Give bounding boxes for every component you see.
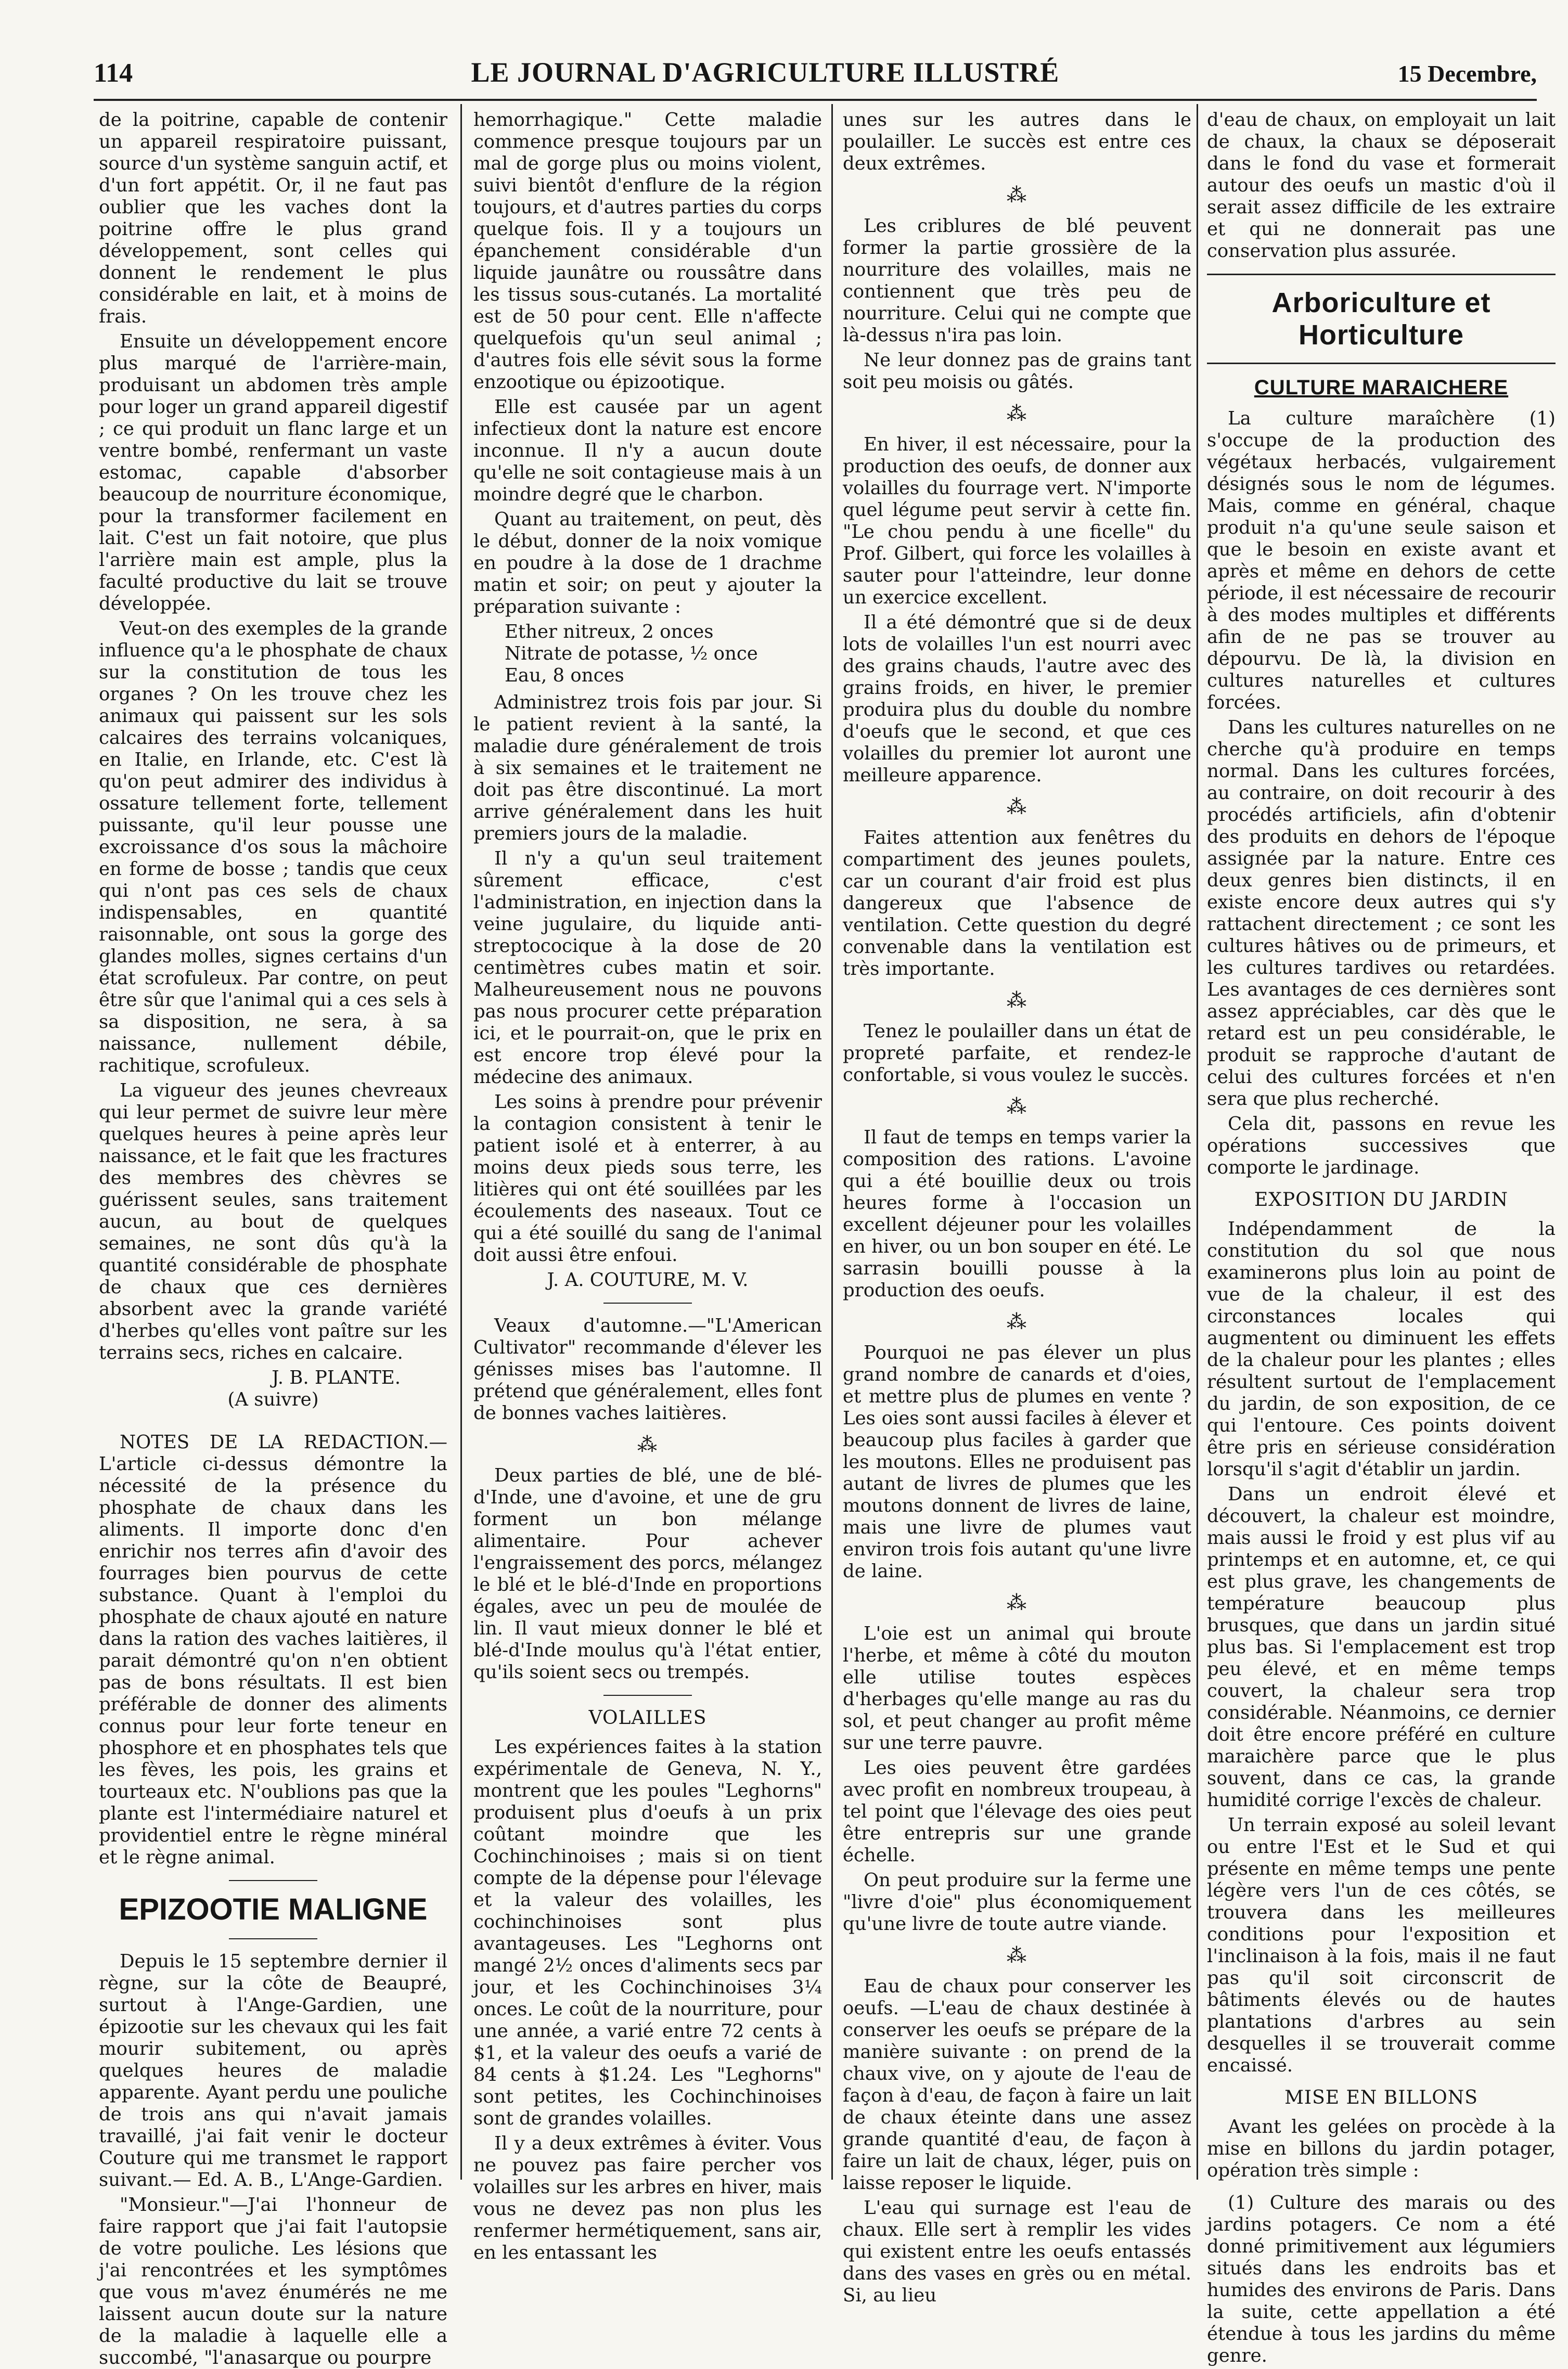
author-signature: J. B. PLANTE.: [272, 1367, 401, 1388]
paragraph: Dans les cultures naturelles on ne cherche qu'à produire en temps normal. Dans les cultures forcées, au contraire, on doit recourir à des procédés artificiels, afin d'obtenir des produits en dehors de l'époque assignée par la nature. Entre ces deux genres bien distincts, il en existe encore deux autres qui s'y rattachent directement ; ce sont les cultures hâtives ou de primeurs, et les cultures tardives ou retardées. Les avantages de ces dernières sont assez appréciables, car dès que le retard est un peu considérable, le produit se rapproche d'autant de celui des cultures forcées et n'en sera que plus recherché.: [1207, 717, 1556, 1110]
asterism-icon: ⁂: [1007, 795, 1027, 818]
paragraph: Faites attention aux fenêtres du compartiment des jeunes poulets, car un courant d'air froid est plus dangereux que l'absence de ventilation. Cette question du degré convenable dans la ventilation est très importante.: [843, 827, 1191, 980]
paragraph: La vigueur des jeunes chevreaux qui leur permet de suivre leur mère quelques heures à peine après leur naissance, et le fait que les fractures des membres des chèvres se guérissent seules, sans traitement aucun, au bout de quelques semaines, ne sont dûs qu'à la quantité considérable de phosphate de chaux que ces dernières absorbent avec la grande variété d'herbes qu'elles vont paître sur les terrains secs, riches en calcaire.: [99, 1080, 447, 1363]
paragraph: Avant les gelées on procède à la mise en billons du jardin potager, opération très simple :: [1207, 2116, 1556, 2181]
separator: [1207, 274, 1556, 275]
recipe-item: Nitrate de potasse, ½ once: [505, 643, 758, 664]
column-2: [473, 109, 822, 2263]
paragraph: Il a été démontré que si de deux lots de volailles l'un est nourri avec des grains chauds, l'autre avec des grains froids, en hiver, le premier produira plus du double du nombre d'oeufs que le second, et que ces volailles du premier lot auront une meilleure apparence.: [843, 612, 1191, 786]
section-title: VOLAILLES: [588, 1707, 707, 1729]
paragraph: Administrez trois fois par jour. Si le patient revient à la santé, la maladie dure généralement de trois à six semaines et le traitement ne doit pas être discontinué. La mort arrive généralement dans les huit premiers jours de la maladie.: [473, 692, 822, 844]
paragraph: Cela dit, passons en revue les opérations successives que comporte le jardinage.: [1207, 1113, 1556, 1178]
paragraph: Deux parties de blé, une de blé-d'Inde, une d'avoine, et une de gru forment un bon mélange alimentaire. Pour achever l'engraissement des porcs, mélangez le blé et le blé-d'Inde en proportions égales, avec un peu de moulée de lin. Il vaut mieux donner le blé et blé-d'Inde moulus qu'à l'état entier, qu'ils soient secs ou trempés.: [473, 1465, 822, 1683]
paragraph: Pourquoi ne pas élever un plus grand nombre de canards et d'oies, et mettre plus de plumes en vente ? Les oies sont aussi faciles à élever et beaucoup plus faciles à garder que les moutons. Elles ne produisent pas autant de livres de plumes que les moutons donnent de livres de laine, mais une livre de plumes vaut environ trois fois autant qu'une livre de laine.: [843, 1342, 1191, 1582]
separator: [1207, 363, 1556, 364]
paragraph: Tenez le poulailler dans un état de propreté parfaite, et rendez-le confortable, si vous voulez le succès.: [843, 1021, 1191, 1086]
subheading: EXPOSITION DU JARDIN: [1254, 1189, 1508, 1211]
separator: [603, 1695, 692, 1696]
paragraph: On peut produire sur la ferme une "livre d'oie" plus économiquement qu'une livre de toute autre viande.: [843, 1870, 1191, 1935]
paragraph: hemorrhagique." Cette maladie commence presque toujours par un mal de gorge plus ou moins violent, suivi bientôt d'enflure de la région toujours, et d'autres parties du corps quelque fois. Il y a toujours un épanchement considérable d'un liquide jaunâtre ou roussâtre dans les tissus sous-cutanés. La mortalité est de 50 pour cent. Elle n'affecte quelquefois qu'un seul animal ; d'autres fois elle sévit sous la forme enzootique ou épizootique.: [473, 109, 822, 393]
paragraph: Veaux d'automne.—"L'American Cultivator" recommande d'élever les génisses mises bas l'automne. Il prétend que généralement, elles font de bonnes vaches laitières.: [473, 1315, 822, 1424]
paragraph: L'oie est un animal qui broute l'herbe, et même à côté du mouton elle utilise toutes espèces d'herbages qu'elle mange au ras du sol, et peut changer au profit même sur une terre pauvre.: [843, 1623, 1191, 1754]
page-number: 114: [94, 58, 133, 88]
article-title: EPIZOOTIE MALIGNE: [119, 1892, 428, 1926]
continued-note: (A suivre): [227, 1389, 319, 1410]
paragraph: En hiver, il est nécessaire, pour la production des oeufs, de donner aux volailles du fourrage vert. N'importe quel légume peut servir à cette fin. "Le chou pendu à une ficelle" du Prof. Gilbert, qui force les volailles à sauter pour l'atteindre, leur donne un exercice excellent.: [843, 434, 1191, 608]
header-rule: [94, 99, 1537, 101]
column-divider: [831, 104, 833, 2180]
paragraph: de la poitrine, capable de contenir un appareil respiratoire puissant, source d'un système sanguin actif, et d'un fort appétit. Or, il ne faut pas oublier que les vaches dont la poitrine offre le plus grand développement, sont celles qui donnent le rendement le plus considérable en lait, et à moins de frais.: [99, 109, 447, 327]
column-divider: [1197, 104, 1198, 2180]
paragraph: Les soins à prendre pour prévenir la contagion consistent à tenir le patient isolé et à enterrer, à au moins deux pieds sous terre, les litières qui ont été souillées par les écoulements des naseaux. Tout ce qui a été souillé du sang de l'animal doit aussi être enfoui.: [473, 1091, 822, 1266]
paragraph: L'eau qui surnage est l'eau de chaux. Elle sert à remplir les vides qui existent entre les oeufs entassés dans des vases en grès ou en métal. Si, au lieu: [843, 2197, 1191, 2306]
column-1: [99, 109, 447, 2368]
paragraph: La culture maraîchère (1) s'occupe de la production des végétaux herbacés, vulgairement désignés sous le nom de légumes. Mais, comme en général, chaque produit n'a qu'une seule saison et que le besoin en existe avant et après et même en dehors de cette période, il est nécessaire de recourir à des modes multiples et différents afin de ne pas se trouver au dépourvu. De là, la division en cultures naturelles et cultures forcées.: [1207, 408, 1556, 713]
asterism-icon: ⁂: [1007, 1591, 1027, 1614]
paragraph: unes sur les autres dans le poulailler. Le succès est entre ces deux extrêmes.: [843, 109, 1191, 174]
paragraph: Veut-on des exemples de la grande influence qu'a le phosphate de chaux sur la constitution de tous les organes ? On les trouve chez les animaux qui paissent sur les sols calcaires des terrains volcaniques, en Italie, en Irlande, etc. C'est là qu'on peut admirer des individus à ossature tellement forte, tellement puissante, qu'il leur pousse une excroissance d'os sous la mâchoire en forme de bosse ; tandis que ceux qui n'ont pas ces sels de chaux indispensables, en quantité raisonnable, ont sous la gorge des glandes molles, signes certains d'un état scrofuleux. Par contre, on peut être sûr que l'animal qui a ces sels à sa disposition, ne sera, à sa naissance, nullement débile, rachitique, scrofuleux.: [99, 618, 447, 1076]
paragraph: d'eau de chaux, on employait un lait de chaux, la chaux se déposerait dans le fond du vase et formerait autour des oeufs un mastic d'où il serait assez difficile de les extraire et qui ne donnerait pas une conservation plus assurée.: [1207, 109, 1556, 262]
asterism-icon: ⁂: [1007, 989, 1027, 1012]
asterism-icon: ⁂: [1007, 402, 1027, 425]
separator: [229, 1938, 317, 1939]
asterism-icon: ⁂: [1007, 1944, 1027, 1967]
paragraph: Eau de chaux pour conserver les oeufs. —L'eau de chaux destinée à conserver les oeufs se prépare de la manière suivante : on prend de la chaux vive, on y ajoute de l'eau de façon à d'eau, de façon à faire un lait de chaux éteinte dans une assez grande quantité d'eau, de façon à faire un lait de chaux, léger, puis on laisse reposer le liquide.: [843, 1976, 1191, 2194]
paragraph: Les criblures de blé peuvent former la partie grossière de la nourriture des volailles, mais ne contiennent que très peu de nourriture. Celui qui ne compte que là-dessus n'ira pas loin.: [843, 215, 1191, 346]
article-title: CULTURE MARAICHERE: [1254, 376, 1509, 399]
recipe-item: Eau, 8 onces: [505, 665, 624, 686]
recipe-item: Ether nitreux, 2 onces: [505, 621, 714, 642]
asterism-icon: ⁂: [637, 1433, 658, 1456]
paragraph: Ne leur donnez pas de grains tant soit peu moisis ou gâtés.: [843, 350, 1191, 393]
subheading: MISE EN BILLONS: [1284, 2087, 1478, 2108]
paragraph: Dans un endroit élevé et découvert, la chaleur est moindre, mais aussi le froid y est plus vif au printemps et en automne, et, ce qui est plus grave, les changements de température beaucoup plus brusques, que dans un jardin situé plus bas. Si l'emplacement est trop peu élevé, et en même temps couvert, la chaleur sera trop considérable. Néanmoins, ce dernier doit être encore préféré en culture maraichère parce que le plus souvent, dans ce cas, la grande humidité corrige l'excès de chaleur.: [1207, 1484, 1556, 1811]
paragraph: Les oies peuvent être gardées avec profit en nombreux troupeau, à tel point que l'élevage des oies peut être entrepris sur une grande échelle.: [843, 1757, 1191, 1866]
paragraph: Il n'y a qu'un seul traitement sûrement efficace, c'est l'administration, en injection dans la veine jugulaire, du liquide anti-streptococique à la dose de 20 centimètres cubes matin et soir. Malheureusement nous ne pouvons pas nous procurer cette préparation ici, et le pourrait-on, que le prix en est encore trop élevé pour la médecine des animaux.: [473, 848, 822, 1088]
paragraph: Il y a deux extrêmes à éviter. Vous ne pouvez pas faire percher vos volailles sur les arbres en hiver, mais vous ne devez pas non plus les renfermer hermétiquement, sans air, en les entassant les: [473, 2133, 822, 2263]
recipe-list: [505, 621, 822, 687]
author-signature: J. A. COUTURE, M. V.: [547, 1269, 749, 1291]
paragraph: Depuis le 15 septembre dernier il règne, sur la côte de Beaupré, surtout à l'Ange-Gardien, une épizootie sur les chevaux qui les fait mourir subitement, ou après quelques heures de maladie apparente. Ayant perdu une pouliche de trois ans qui n'avait jamais travaillé, j'ai fait venir le docteur Couture qui me transmet le rapport suivant.— Ed. A. B., L'Ange-Gardien.: [99, 1951, 447, 2191]
paragraph: Quant au traitement, on peut, dès le début, donner de la noix vomique en poudre à la dose de 1 drachme matin et soir; on peut y ajouter la préparation suivante :: [473, 509, 822, 617]
paragraph: Les expériences faites à la station expérimentale de Geneva, N. Y., montrent que les poules "Leghorns" produisent plus d'oeufs à un prix coûtant moindre que les Cochinchinoises ; mais si on tient compte de la dépense pour l'élevage et la valeur des volailles, les cochinchinoises sont plus avantageuses. Les "Leghorns ont mangé 2½ onces d'aliments secs par jour, et les Cochinchinoises 3¼ onces. Le coût de la nourriture, pour une année, a varié entre 72 cents à $1, et la valeur des oeufs a varié de 84 cents à $1.24. Les "Leghorns" sont petites, les Cochinchinoises sont de grandes volailles.: [473, 1736, 822, 2129]
column-3: [843, 109, 1191, 2306]
journal-title: LE JOURNAL D'AGRICULTURE ILLUSTRÉ: [471, 57, 1060, 88]
paragraph: "Monsieur."—J'ai l'honneur de faire rapport que j'ai fait l'autopsie de votre pouliche. Les lésions que j'ai rencontrées et les symptômes que vous m'avez énumérés ne me laissent aucun doute sur la nature de la maladie à laquelle elle a succombé, "l'anasarque ou pourpre: [99, 2194, 447, 2368]
asterism-icon: ⁂: [1007, 184, 1027, 207]
column-4: [1207, 109, 1556, 2366]
issue-date: 15 Decembre,: [1397, 60, 1537, 87]
column-divider: [460, 104, 462, 2180]
paragraph: Indépendamment de la constitution du sol que nous examinerons plus loin au point de vue de la chaleur, il est des circonstances locales qui augmentent ou diminuent les effets de la chaleur pour les plantes ; elles résultent surtout de l'emplacement du jardin, de son exposition, de ce qui l'entoure. Ces points doivent être pris en sérieuse considération lorsqu'il s'agit d'établir un jardin.: [1207, 1218, 1556, 1480]
asterism-icon: ⁂: [1007, 1310, 1027, 1333]
paragraph: Ensuite un développement encore plus marqué de l'arrière-main, produisant un abdomen très ample pour loger un grand appareil digestif ; ce qui produit un flanc large et un ventre bombé, renfermant un vaste estomac, capable d'absorber beaucoup de nourriture économique, pour la transformer facilement en lait. C'est un fait notoire, que plus l'arrière main est ample, plus la faculté productive du lait se trouve développée.: [99, 331, 447, 614]
paragraph: Il faut de temps en temps varier la composition des rations. L'avoine qui a été bouillie deux ou trois heures forme à l'occasion un excellent déjeuner pour les volailles en hiver, ou un bon souper en été. Le sarrasin bouilli pousse à la production des oeufs.: [843, 1127, 1191, 1301]
separator: [229, 1880, 317, 1881]
page-header: [94, 56, 1537, 98]
paragraph: Un terrain exposé au soleil levant ou entre l'Est et le Sud et qui présente en même temps une pente légère vers l'un de ces côtés, se trouvera dans les meilleures conditions pour l'exposition et l'inclinaison à la fois, mais il ne faut pas qu'il soit circonscrit de bâtiments élevés ou de hautes plantations d'arbres au sein desquelles il se trouverait comme encaissé.: [1207, 1814, 1556, 2076]
paragraph: Elle est causée par un agent infectieux dont la nature est encore inconnue. Il n'y a aucun doute qu'elle ne soit contagieuse mais à un moindre degré que le charbon.: [473, 396, 822, 505]
asterism-icon: ⁂: [1007, 1095, 1027, 1118]
editorial-note: NOTES DE LA REDACTION.—L'article ci-dessus démontre la nécessité de la présence du phosphate de chaux dans les aliments. Il importe donc d'en enrichir nos terres afin d'avoir des fourrages bien pourvus de cette substance. Quant à l'emploi du phosphate de chaux ajouté en nature dans la ration des vaches laitières, il parait démontré qu'on n'en obtient pas de bons résultats. Il est bien préférable de donner des aliments connus pour leur forte teneur en phosphore et en phosphates tels que les fèves, les pois, les grains et tourteaux etc. N'oublions pas que la plante est l'intermédiaire naturel et providentiel entre le règne minéral et le règne animal.: [99, 1432, 447, 1868]
footnote: (1) Culture des marais ou des jardins potagers. Ce nom a été donné primitivement aux légumiers situés dans les endroits bas et humides des environs de Paris. Dans la suite, cette appellation a été étendue à tous les jardins du même genre.: [1207, 2192, 1556, 2366]
separator: [603, 1303, 692, 1304]
section-title: Arboriculture et Horticulture: [1271, 287, 1491, 351]
